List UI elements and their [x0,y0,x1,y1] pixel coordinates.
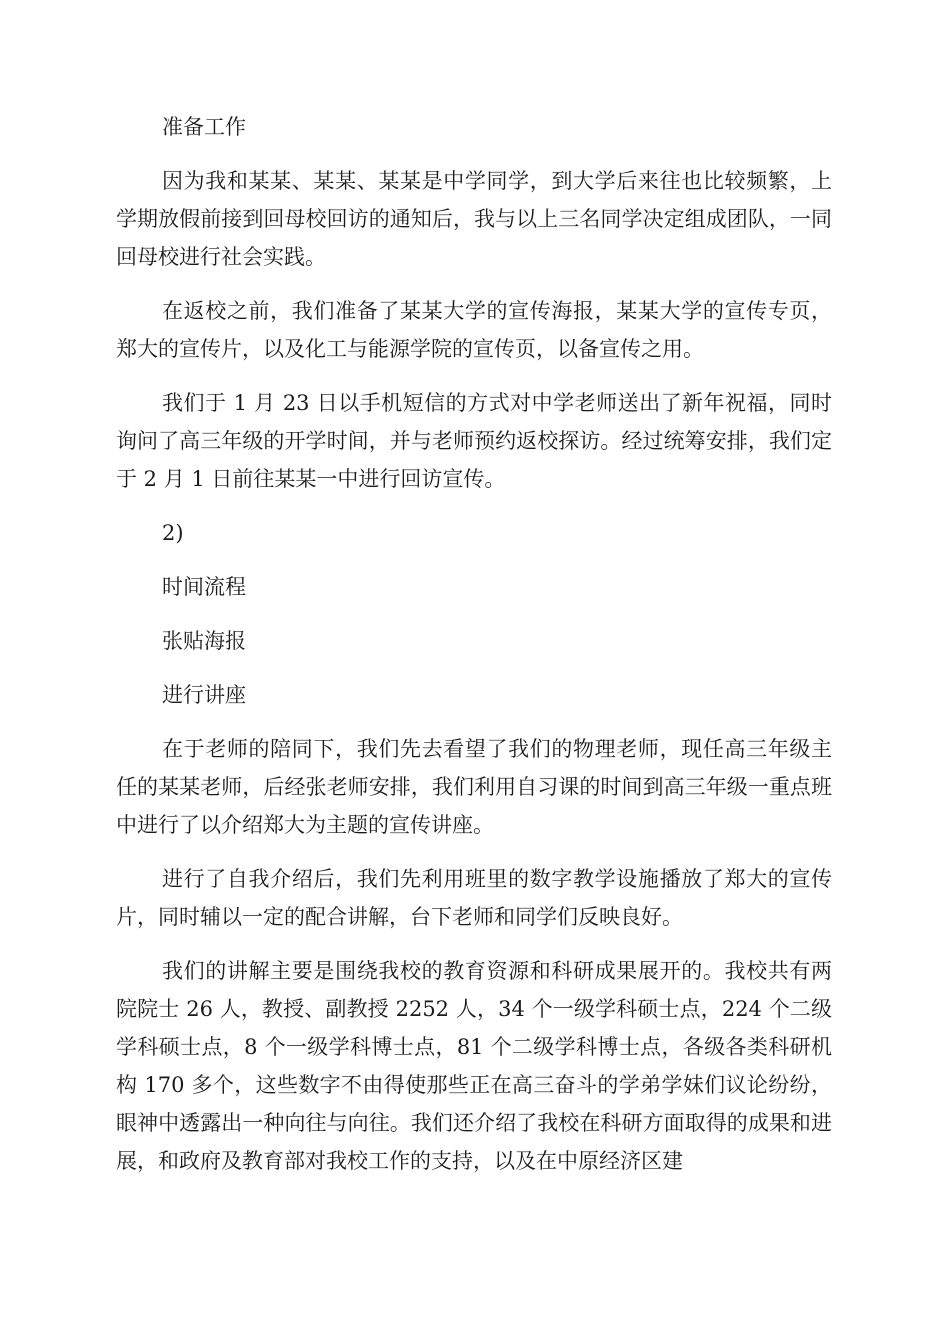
document-page [116,108,832,1196]
paragraph-introduction: 进行了自我介绍后，我们先利用班里的数字教学设施播放了郑大的宣传片，同时辅以一定的配合讲解，台下老师和同学们反映良好。 [116,867,832,929]
section-heading-timeline: 时间流程 [162,575,246,599]
paragraph-visit-teacher: 在于老师的陪同下，我们先去看望了我们的物理老师，现任高三年级主任的某某老师，后经张老师安排，我们利用自习课的时间到高三年级一重点班中进行了以介绍郑大为主题的宣传讲座。 [116,737,832,837]
paragraph-resources: 我们的讲解主要是围绕我校的教育资源和科研成果展开的。我校共有两院院士 26 人，教授、副教授 2252 人，34 个一级学科硕士点，224 个二级学科硕士点，8 个一级学科博士点，81 个二级学科博士点，各级各类科研机构 170 多个，这些数字不由得使那些正在高三奋斗的学弟学妹们议论纷纷，眼神中透露出一种向往与向往。我们还介绍了我校在科研方面取得的成果和进展，和政府及教育部对我校工作的支持，以及在中原经济区建 [116,959,832,1173]
subheading-posters: 张贴海报 [162,629,246,653]
paragraph-schedule: 我们于 1 月 23 日以手机短信的方式对中学老师送出了新年祝福，同时询问了高三年级的开学时间，并与老师预约返校探访。经过统筹安排，我们定于 2 月 1 日前往某某一中进行回访宣传。 [116,391,832,491]
paragraph-materials: 在返校之前，我们准备了某某大学的宣传海报，某某大学的宣传专页，郑大的宣传片，以及化工与能源学院的宣传页，以备宣传之用。 [116,299,832,361]
subheading-lecture: 进行讲座 [162,683,246,707]
section-heading-preparation: 准备工作 [162,115,246,139]
paragraph-team-formation: 因为我和某某、某某、某某是中学同学，到大学后来往也比较频繁，上学期放假前接到回母校回访的通知后，我与以上三名同学决定组成团队，一同回母校进行社会实践。 [116,169,832,269]
section-number: 2) [162,521,184,545]
